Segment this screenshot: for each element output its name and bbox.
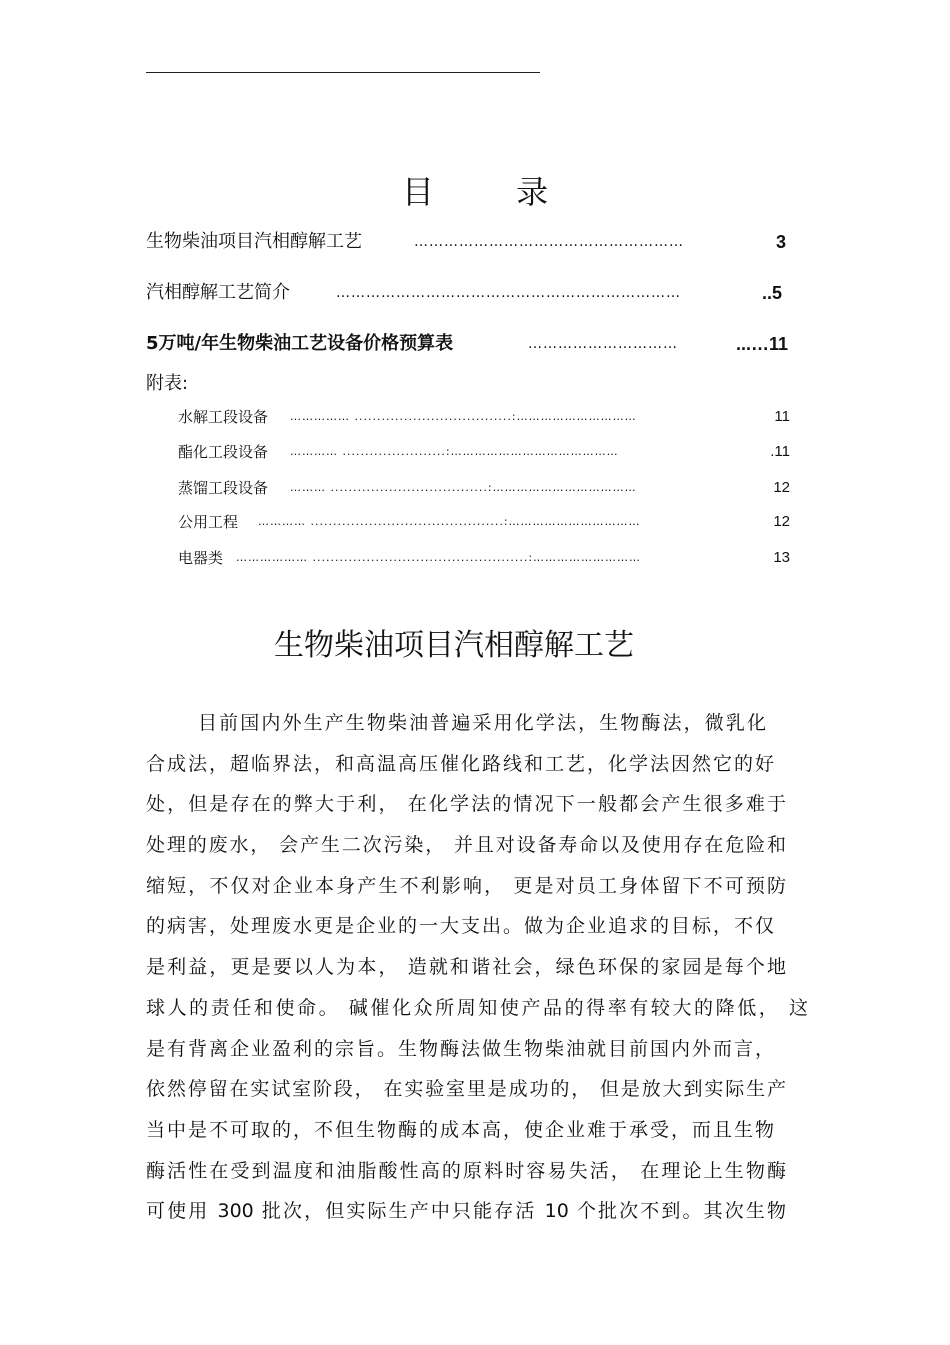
toc-entry-page: ...…11: [735, 334, 788, 354]
body-line: 是利益，更是要以人为本， 造就和谐社会，绿色环保的家园是每个地: [146, 956, 786, 979]
toc-subentry-page: 12: [773, 479, 790, 496]
body-line: 缩短，不仅对企业本身产生不利影响， 更是对员工身体留下不可预防: [146, 874, 786, 897]
toc-subentry[interactable]: [178, 441, 790, 463]
toc-entry-label: 生物柴油项目汽相醇解工艺: [146, 231, 362, 252]
toc-leader-dots: ………………………………………………: [414, 234, 684, 250]
toc-title: 目 录: [401, 173, 585, 211]
toc-entry-page: ..5: [761, 283, 782, 303]
toc-entry[interactable]: [146, 331, 786, 357]
toc-subentry-page: 11: [774, 408, 790, 425]
appendix-label: 附表:: [146, 373, 189, 394]
body-line: 可使用 300 批次，但实际生产中只能存活 10 个批次不到。其次生物: [146, 1200, 786, 1223]
toc-leader-dots: …………………………: [528, 336, 678, 352]
toc-entry[interactable]: [146, 280, 786, 306]
header-rule: [146, 72, 540, 73]
toc-leader-dots: ……………………………………………………………: [336, 285, 681, 301]
toc-leader-dots: ………… ...........................................:……………………………: [258, 515, 641, 528]
body-line: 酶活性在受到温度和油脂酸性高的原料时容易失活， 在理论上生物酶: [146, 1159, 786, 1182]
toc-entry-label: 汽相醇解工艺简介: [146, 282, 290, 303]
body-line: 球人的责任和使命。 碱催化众所周知使产品的得率有较大的降低， 这: [146, 996, 808, 1019]
toc-subentry-page: 12: [773, 513, 790, 530]
toc-leader-dots: …………… ...................................:…………………………: [290, 410, 637, 423]
toc-subentry[interactable]: [178, 547, 790, 569]
toc-entry-label: 5万吨/年生物柴油工艺设备价格预算表: [146, 333, 454, 354]
body-line: 当中是不可取的，不但生物酶的成本高，使企业难于承受，而且生物: [146, 1118, 774, 1141]
toc-leader-dots: ……………… ................................................:………………………: [236, 551, 642, 564]
toc-subentry-label: 水解工段设备: [178, 408, 269, 426]
toc-subentry-label: 电器类: [178, 549, 224, 567]
section-title: 生物柴油项目汽相醇解工艺: [274, 628, 634, 663]
body-line: 处理的废水， 会产生二次污染， 并且对设备寿命以及使用存在危险和: [146, 834, 786, 857]
toc-subentry-label: 公用工程: [178, 513, 239, 531]
toc-entry[interactable]: [146, 229, 786, 255]
body-line: 目前国内外生产生物柴油普遍采用化学法，生物酶法，微乳化: [198, 712, 766, 734]
body-paragraph: [146, 708, 808, 1237]
toc-subentry-page: 13: [773, 549, 790, 566]
body-line: 合成法，超临界法，和高温高压催化路线和工艺，化学法因然它的好: [146, 752, 774, 775]
toc-leader-dots: ………… .......................:……………………………………: [290, 445, 619, 458]
toc-entry-page: 3: [775, 232, 786, 252]
toc-subentry[interactable]: [178, 511, 790, 533]
toc-subentry-label: 酯化工段设备: [178, 443, 269, 461]
body-line: 依然停留在实试室阶段， 在实验室里是成功的， 但是放大到实际生产: [146, 1078, 786, 1101]
toc-leader-dots: ……… ...................................:………………………………: [290, 481, 637, 494]
body-line: 是有背离企业盈利的宗旨。生物酶法做生物柴油就目前国内外而言，: [146, 1037, 774, 1060]
toc-subentry-page: .11: [770, 443, 790, 460]
toc-subentry[interactable]: [178, 477, 790, 499]
toc-subentry-label: 蒸馏工段设备: [178, 479, 269, 497]
body-line: 的病害，处理废水更是企业的一大支出。做为企业追求的目标，不仅: [146, 915, 774, 938]
toc-subentry[interactable]: [178, 406, 790, 428]
body-line: 处，但是存在的弊大于利， 在化学法的情况下一般都会产生很多难于: [146, 793, 786, 816]
